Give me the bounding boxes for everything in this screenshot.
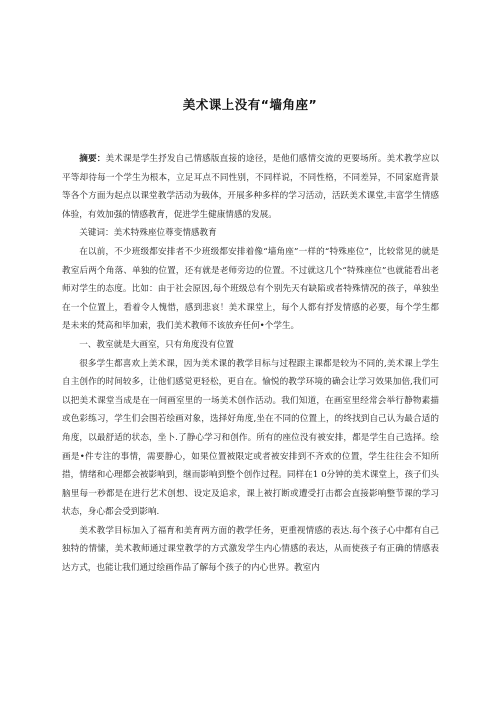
body-paragraph-3: 美术教学目标加入了福育和美育两方面的教学任务，更重视情感的表达.每个孩子心中都有自己独特的情愫，美术教师通过课堂教学的方式激发学生内心情感的表达，从而使孩子有正确的情感表达方式，也能让我们通过绘画作品了解每个孩子的内心世界。教室内 [62, 525, 439, 574]
abstract-paragraph [62, 150, 439, 224]
document-title: 美术课上没有“墙角座” [182, 97, 318, 112]
abstract-label: 摘要： [79, 154, 106, 164]
keywords-line: 关键词：美术特殊座位尊变情感教育 [79, 228, 217, 239]
abstract-text: 美术课是学生抒发自己情感版直接的途径，是他们感情交流的更要场所。美术教学应以平等却待每一个学生为根本，立足耳点不同性别，不同样说，不同性格，不同差异，不同家庭背景等各个方面为起点以课堂教学活动为载体，开展多种多样的学习活动，活跃美术课堂,丰富学生情感体验，有效加强的情感教育，促进学生健康情感的发展。 [62, 154, 439, 220]
body-paragraph-2: 很多学生都喜欢上美术课，因为美术课的教学目标与过程跟主课都是较为不同的,美术课上学生自主创作的时间较多，让他们感觉更轻松，更自在。愉悦的教学环境的确会让学习效果加倍,我们可以把美术课堂当成是在一间画室里的一场美术创作活动。我们知道，在画室里经常会举行静物素描或色彩练习，学生们会围若绘画对象，选择好角度,坐在不同的位置上，的终找到自己认为最合适的角度，以最舒适的状态，坐卜.了静心学习和创作。所有的座位没有被安排，都是学生自己选择。绘画是•件专注的事情，需要静心，如果位置被限定或者被安排到不齐欢的位置，学生往往会不知所措，情绪和心理都会被影响到，继而影响到整个创作过程。同样在1 0分钟的美术课堂上，孩子们头脑里每一秒都是在进行艺术创想、设定及追求，课上被打断或遭受打击都会直接影响整节课的学习状态，身心都会受到影响. [62, 358, 439, 518]
section-heading-1: 一、教室就是大画室，只有角度没有位置 [79, 339, 234, 350]
body-paragraph-1: 在以前，不少班级都安排者不少班级都安排着像“墙角座”一样的“特殊座位”，比较常见的就是教室后两个角落、单独的位置，还有就是老师旁边的位置。不过就这几个“特殊座位”也就能看出老师对学生的态度。比如：由于社会原因,每个班级总有个别先天有缺陷或者特殊情况的孩子，单独坐在一个位置上，看着令人愧惜，感到悲哀！美术课堂上，每个人都有抒发情感的必要，每个学生都是未来的梵高和毕加索，我们美术教师不该放弃任何•个学生。 [62, 246, 439, 332]
document-body [62, 150, 439, 578]
